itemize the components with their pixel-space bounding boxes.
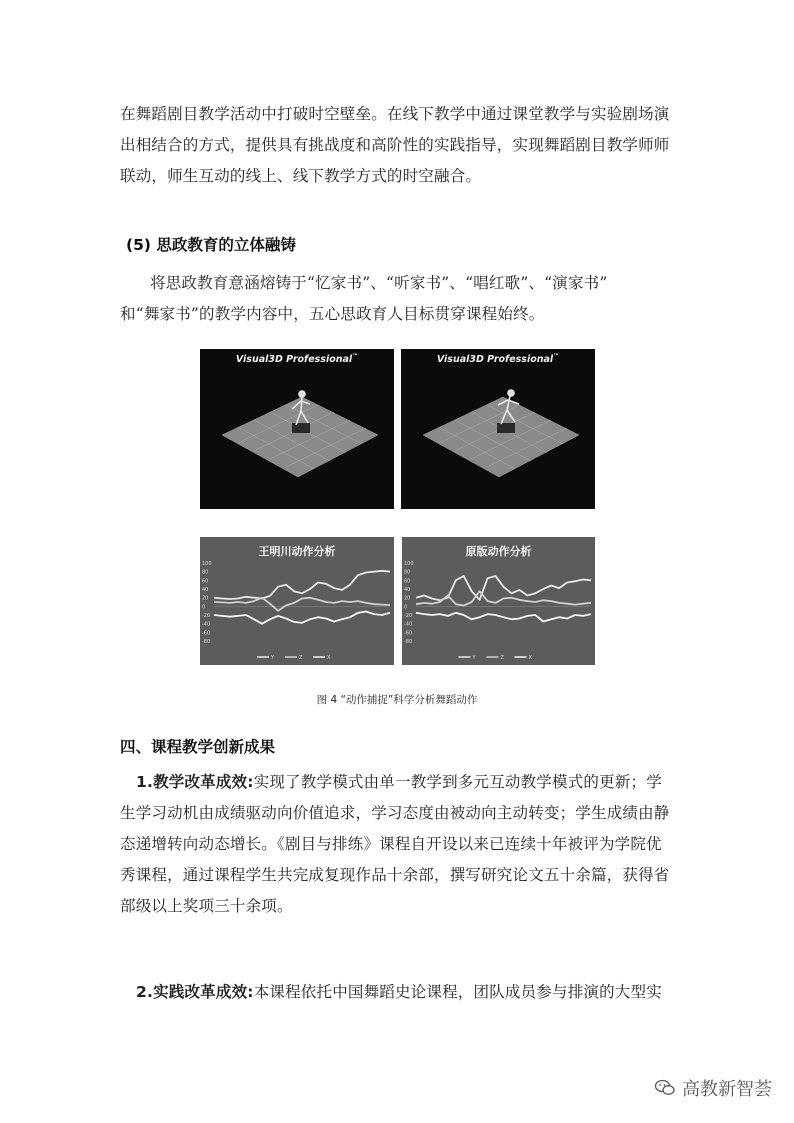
figure-caption: 图 4 “动作捕捉”科学分析舞蹈动作 [316,694,478,706]
item1-line-1: 实现了教学模式由单一教学到多元互动教学模式的更新；学 [253,773,662,791]
panel-title: Visual3D Professional™ [235,353,359,366]
y-tick-label: -40 [404,621,413,628]
legend-label: Y [271,655,275,661]
y-tick-label: 60 [404,578,411,585]
panel-title: Visual3D Professional™ [436,353,560,366]
y-tick-label: -80 [202,639,211,645]
series-line-x [214,612,390,624]
intro-line-3: 联动，师生互动的线上、线下教学方式的时空融合。 [120,167,482,185]
watermark [654,1075,772,1101]
y-tick-label: -20 [404,613,413,619]
section4-item1-paragraph [120,767,672,922]
intro-line-1: 在舞蹈剧目教学活动中打破时空壁垒。在线下教学中通过课堂教学与实验剧场演 [120,105,670,123]
chart-right [402,537,595,665]
legend-label: X [327,655,331,661]
section4-heading: 四、课程教学创新成果 [120,738,276,756]
section5-line-2: 和“舞家书”的教学内容中，五心思政育人目标贯穿课程始终。 [120,305,545,323]
item2-line-1: 本课程依托中国舞蹈史论课程，团队成员参与排演的大型实 [253,983,662,1001]
legend-label: X [528,655,532,661]
item1-line-5: 部级以上奖项三十余项。 [120,897,293,915]
y-tick-label: 0 [404,604,408,611]
series-line-y [416,576,591,600]
y-tick-label: 100 [202,561,212,567]
chart-left-title: 王明川动作分析 [258,545,336,558]
y-tick-label: -80 [404,639,413,645]
motion-capture-panel-left [200,349,394,509]
legend-label: Z [299,655,303,661]
motion-capture-panel-right [401,349,595,509]
chart-left-plot [200,537,394,665]
section5-heading: (5) 思政教育的立体融铸 [126,236,296,254]
y-tick-label: -60 [202,630,211,637]
legend-label: Y [472,655,476,661]
item1-line-2: 生学习动机由成绩驱动向价值追求，学习态度由被动向主动转变；学生成绩由静 [120,804,670,822]
skeleton-grid-scene [200,349,394,509]
item1-line-3: 态递增转向动态增长。《剧目与排练》课程自开设以来已连续十年被评为学院优 [120,835,662,853]
y-tick-label: 40 [202,587,209,593]
intro-line-2: 出相结合的方式，提供具有挑战度和高阶性的实践指导，实现舞蹈剧目教学师师 [120,136,670,154]
item2-label: 2.实践改革成效: [136,983,254,1001]
y-tick-label: 100 [404,561,414,567]
y-tick-label: 20 [202,595,209,602]
intro-paragraph [120,99,672,192]
y-tick-label: 0 [202,604,206,611]
section5-paragraph [120,268,672,330]
wechat-icon [654,1078,676,1098]
watermark-text: 高教新智荟 [682,1079,772,1100]
item1-line-4: 秀课程，通过课程学生共完成复现作品十余部，撰写研究论文五十余篇，获得省 [120,866,670,884]
y-tick-label: -20 [202,613,211,619]
chart-left [200,537,394,665]
skeleton-grid-scene [401,349,595,509]
series-line-y [214,571,390,599]
item1-label: 1.教学改革成效: [136,773,254,791]
series-line-z [214,598,390,611]
y-tick-label: 80 [202,569,209,576]
y-tick-label: 40 [404,587,411,593]
y-tick-label: 80 [404,569,411,576]
legend-label: Z [500,655,504,661]
y-tick-label: 20 [404,595,411,602]
series-line-z [416,591,591,605]
chart-right-title: 原版动作分析 [465,545,532,558]
y-tick-label: -40 [202,621,211,628]
series-line-x [416,613,591,622]
y-tick-label: 60 [202,578,209,585]
section5-line-1: 将思政教育意涵熔铸于“忆家书”、“听家书”、“唱红歌”、“演家书” [150,274,608,292]
section4-item2-paragraph [120,977,672,1008]
y-tick-label: -60 [404,630,413,637]
chart-right-plot [402,537,595,665]
